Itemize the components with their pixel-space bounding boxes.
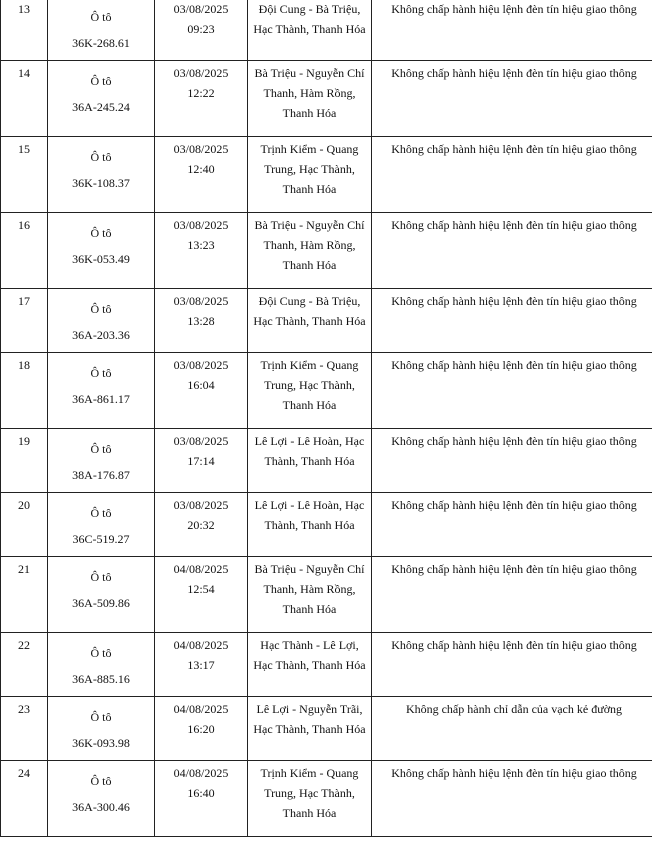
violation-date: 03/08/2025 bbox=[173, 2, 229, 16]
table-row bbox=[1, 761, 652, 837]
vehicle-type: Ô tô bbox=[90, 10, 112, 24]
location-line: Hạc Thành, Thanh Hóa bbox=[253, 658, 366, 672]
table-row bbox=[1, 61, 652, 137]
row-number: 22 bbox=[1, 633, 48, 697]
vehicle-type: Ô tô bbox=[90, 570, 112, 584]
location-line: Hạc Thành - Lê Lợi, bbox=[260, 638, 359, 652]
row-number: 20 bbox=[1, 493, 48, 557]
vehicle-cell bbox=[48, 61, 155, 137]
location-line: Trung, Hạc Thành, bbox=[264, 162, 355, 176]
location-line: Thanh Hóa bbox=[282, 106, 337, 120]
violation-date: 03/08/2025 bbox=[173, 66, 229, 80]
datetime-cell bbox=[155, 137, 248, 213]
violation-date: 03/08/2025 bbox=[173, 434, 229, 448]
location-cell bbox=[248, 353, 372, 429]
table-row bbox=[1, 633, 652, 697]
location-line: Thanh Hóa bbox=[282, 182, 337, 196]
row-number: 16 bbox=[1, 213, 48, 289]
location-line: Thanh Hóa bbox=[282, 806, 337, 820]
vehicle-type: Ô tô bbox=[90, 442, 112, 456]
vehicle-cell bbox=[48, 353, 155, 429]
datetime-cell bbox=[155, 0, 248, 61]
datetime-cell bbox=[155, 213, 248, 289]
violation-date: 03/08/2025 bbox=[173, 142, 229, 156]
table-row bbox=[1, 289, 652, 353]
violation-time: 13:28 bbox=[187, 314, 215, 328]
location-line: Lê Lợi - Lê Hoàn, Hạc bbox=[254, 498, 365, 512]
license-plate: 36A-203.36 bbox=[72, 328, 130, 342]
location-cell bbox=[248, 429, 372, 493]
license-plate: 36A-885.16 bbox=[72, 672, 130, 686]
vehicle-cell bbox=[48, 289, 155, 353]
location-line: Thành, Thanh Hóa bbox=[264, 454, 355, 468]
datetime-cell bbox=[155, 761, 248, 837]
location-line: Thành, Thanh Hóa bbox=[264, 518, 355, 532]
vehicle-cell bbox=[48, 429, 155, 493]
row-number: 15 bbox=[1, 137, 48, 213]
location-line: Trung, Hạc Thành, bbox=[264, 786, 355, 800]
violation-description: Không chấp hành hiệu lệnh đèn tín hiệu giao thông bbox=[372, 557, 652, 633]
datetime-cell bbox=[155, 289, 248, 353]
violation-description: Không chấp hành hiệu lệnh đèn tín hiệu giao thông bbox=[372, 0, 652, 61]
violation-description: Không chấp hành hiệu lệnh đèn tín hiệu giao thông bbox=[372, 429, 652, 493]
datetime-cell bbox=[155, 493, 248, 557]
license-plate: 36K-108.37 bbox=[72, 176, 130, 190]
location-cell bbox=[248, 761, 372, 837]
row-number: 19 bbox=[1, 429, 48, 493]
table-row bbox=[1, 353, 652, 429]
table-row bbox=[1, 213, 652, 289]
vehicle-cell bbox=[48, 493, 155, 557]
violation-time: 20:32 bbox=[187, 518, 215, 532]
row-number: 21 bbox=[1, 557, 48, 633]
violation-description: Không chấp hành hiệu lệnh đèn tín hiệu giao thông bbox=[372, 213, 652, 289]
location-cell bbox=[248, 557, 372, 633]
location-cell bbox=[248, 493, 372, 557]
vehicle-cell bbox=[48, 557, 155, 633]
row-number: 18 bbox=[1, 353, 48, 429]
violation-date: 03/08/2025 bbox=[173, 358, 229, 372]
table-row bbox=[1, 697, 652, 761]
license-plate: 36A-509.86 bbox=[72, 596, 130, 610]
violation-date: 03/08/2025 bbox=[173, 498, 229, 512]
row-number: 24 bbox=[1, 761, 48, 837]
violation-time: 13:23 bbox=[187, 238, 215, 252]
vehicle-cell bbox=[48, 761, 155, 837]
datetime-cell bbox=[155, 557, 248, 633]
vehicle-type: Ô tô bbox=[90, 366, 112, 380]
violation-description: Không chấp hành hiệu lệnh đèn tín hiệu giao thông bbox=[372, 289, 652, 353]
vehicle-cell bbox=[48, 213, 155, 289]
table-row bbox=[1, 429, 652, 493]
vehicle-type: Ô tô bbox=[90, 302, 112, 316]
violation-date: 04/08/2025 bbox=[173, 702, 229, 716]
table-row bbox=[1, 0, 652, 61]
license-plate: 36A-300.46 bbox=[72, 800, 130, 814]
violation-description: Không chấp hành chỉ dẫn của vạch kẻ đường bbox=[372, 697, 652, 761]
vehicle-cell bbox=[48, 633, 155, 697]
datetime-cell bbox=[155, 697, 248, 761]
datetime-cell bbox=[155, 429, 248, 493]
row-number: 23 bbox=[1, 697, 48, 761]
table-row bbox=[1, 557, 652, 633]
vehicle-type: Ô tô bbox=[90, 710, 112, 724]
vehicle-type: Ô tô bbox=[90, 150, 112, 164]
violation-time: 16:40 bbox=[187, 786, 215, 800]
datetime-cell bbox=[155, 353, 248, 429]
location-line: Bà Triệu - Nguyễn Chí bbox=[254, 218, 365, 232]
violation-time: 16:04 bbox=[187, 378, 215, 392]
violation-time: 09:23 bbox=[187, 22, 215, 36]
location-line: Hạc Thành, Thanh Hóa bbox=[253, 22, 366, 36]
row-number: 14 bbox=[1, 61, 48, 137]
vehicle-type: Ô tô bbox=[90, 774, 112, 788]
location-line: Trung, Hạc Thành, bbox=[264, 378, 355, 392]
violation-description: Không chấp hành hiệu lệnh đèn tín hiệu giao thông bbox=[372, 493, 652, 557]
location-line: Thanh Hóa bbox=[282, 602, 337, 616]
violation-description: Không chấp hành hiệu lệnh đèn tín hiệu giao thông bbox=[372, 633, 652, 697]
location-line: Đội Cung - Bà Triệu, bbox=[258, 294, 361, 308]
vehicle-type: Ô tô bbox=[90, 506, 112, 520]
violation-time: 17:14 bbox=[187, 454, 215, 468]
license-plate: 36K-093.98 bbox=[72, 736, 130, 750]
location-line: Trịnh Kiểm - Quang bbox=[260, 358, 359, 372]
vehicle-type: Ô tô bbox=[90, 74, 112, 88]
location-cell bbox=[248, 0, 372, 61]
location-cell bbox=[248, 633, 372, 697]
location-line: Thanh Hóa bbox=[282, 398, 337, 412]
location-line: Hạc Thành, Thanh Hóa bbox=[253, 722, 366, 736]
location-line: Thanh, Hàm Rồng, bbox=[263, 582, 356, 596]
location-cell bbox=[248, 61, 372, 137]
location-line: Thanh, Hàm Rồng, bbox=[263, 238, 356, 252]
license-plate: 36K-268.61 bbox=[72, 36, 130, 50]
violation-date: 03/08/2025 bbox=[173, 294, 229, 308]
violation-description: Không chấp hành hiệu lệnh đèn tín hiệu giao thông bbox=[372, 761, 652, 837]
location-line: Đội Cung - Bà Triệu, bbox=[258, 2, 361, 16]
violation-time: 12:22 bbox=[187, 86, 215, 100]
table-row bbox=[1, 137, 652, 213]
location-line: Thanh Hóa bbox=[282, 258, 337, 272]
license-plate: 38A-176.87 bbox=[72, 468, 130, 482]
location-cell bbox=[248, 289, 372, 353]
location-line: Hạc Thành, Thanh Hóa bbox=[253, 314, 366, 328]
violation-time: 12:40 bbox=[187, 162, 215, 176]
violation-date: 04/08/2025 bbox=[173, 562, 229, 576]
vehicle-cell bbox=[48, 697, 155, 761]
datetime-cell bbox=[155, 61, 248, 137]
location-line: Trịnh Kiểm - Quang bbox=[260, 766, 359, 780]
license-plate: 36A-245.24 bbox=[72, 100, 130, 114]
location-line: Bà Triệu - Nguyễn Chí bbox=[254, 562, 365, 576]
row-number: 17 bbox=[1, 289, 48, 353]
table-row bbox=[1, 493, 652, 557]
violation-time: 16:20 bbox=[187, 722, 215, 736]
license-plate: 36A-861.17 bbox=[72, 392, 130, 406]
location-line: Lê Lợi - Lê Hoàn, Hạc bbox=[254, 434, 365, 448]
vehicle-cell bbox=[48, 137, 155, 213]
violation-time: 13:17 bbox=[187, 658, 215, 672]
location-line: Thanh, Hàm Rồng, bbox=[263, 86, 356, 100]
datetime-cell bbox=[155, 633, 248, 697]
vehicle-cell bbox=[48, 0, 155, 61]
violation-date: 03/08/2025 bbox=[173, 218, 229, 232]
violation-date: 04/08/2025 bbox=[173, 638, 229, 652]
violations-table-body bbox=[1, 0, 652, 837]
location-line: Bà Triệu - Nguyễn Chí bbox=[254, 66, 365, 80]
vehicle-type: Ô tô bbox=[90, 226, 112, 240]
vehicle-type: Ô tô bbox=[90, 646, 112, 660]
location-cell bbox=[248, 697, 372, 761]
row-number: 13 bbox=[1, 0, 48, 61]
location-line: Trịnh Kiểm - Quang bbox=[260, 142, 359, 156]
location-line: Lê Lợi - Nguyễn Trãi, bbox=[256, 702, 363, 716]
location-cell bbox=[248, 213, 372, 289]
violation-description: Không chấp hành hiệu lệnh đèn tín hiệu giao thông bbox=[372, 137, 652, 213]
violation-date: 04/08/2025 bbox=[173, 766, 229, 780]
violation-time: 12:54 bbox=[187, 582, 215, 596]
license-plate: 36C-519.27 bbox=[72, 532, 130, 546]
violation-description: Không chấp hành hiệu lệnh đèn tín hiệu giao thông bbox=[372, 61, 652, 137]
location-cell bbox=[248, 137, 372, 213]
license-plate: 36K-053.49 bbox=[72, 252, 130, 266]
violation-description: Không chấp hành hiệu lệnh đèn tín hiệu giao thông bbox=[372, 353, 652, 429]
